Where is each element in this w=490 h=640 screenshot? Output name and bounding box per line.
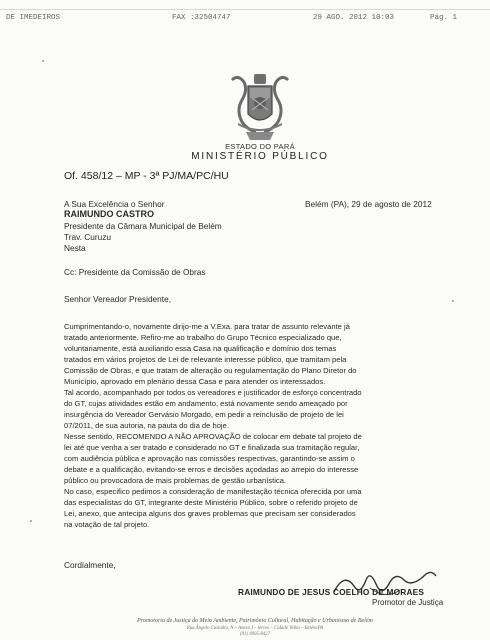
body-line: Comissão de Obras, e que tratam de alteração ou regulamentação do Plano Diretor do bbox=[64, 366, 357, 375]
body-line: tratado anteriormente. Refiro-me ao trabalho do Grupo Técnico especializado que, bbox=[64, 333, 342, 342]
body-line: No caso, especifico pedimos a consideração de manifestação técnica oferecida por uma bbox=[64, 487, 362, 496]
recipient-city: Nesta bbox=[64, 243, 86, 253]
footer-office: Promotoria de Justiça do Meio Ambiente, Patrimônio Cultural, Habitação e Urbanismo de Belém bbox=[137, 618, 373, 624]
body-line: na votação de tal projeto. bbox=[64, 520, 150, 529]
footer-address: Rua Ângelo Custódio, N – Anexo I – térreo – Cidade Velha – Belém/PA bbox=[186, 626, 324, 631]
body-line: Município, aprovado em plenário dessa Casa e para atender os interessados. bbox=[64, 377, 326, 386]
letter-reference: Of. 458/12 – MP - 3ª PJ/MA/PC/HU bbox=[64, 170, 229, 182]
salutation-to: A Sua Excelência o Senhor bbox=[64, 199, 165, 209]
recipient-name: RAIMUNDO CASTRO bbox=[64, 209, 154, 219]
signatory-title: Promotor de Justiça bbox=[372, 598, 444, 607]
body-line: das especialistas do GT, integrante deste Ministério Público, sobre o referido projeto de bbox=[64, 498, 358, 507]
recipient-address: Trav. Curuzu bbox=[64, 232, 112, 242]
body-line: Cumprimentando-o, novamente dirijo-me a V.Exa. para tratar de assunto relevante já bbox=[64, 322, 350, 331]
body-line: Lei, anexo, que antecipa alguns dos graves problemas que precisam ser considerados bbox=[64, 509, 356, 518]
body-line: lei até que venha a ser tratado e considerado no GT e finalizada sua tramitação regular, bbox=[64, 443, 360, 452]
body-line: voluntariamente, está auxiliando essa Casa na qualificação e domínio dos temas bbox=[64, 344, 337, 353]
scan-speck bbox=[42, 60, 44, 62]
greeting: Senhor Vereador Presidente, bbox=[64, 294, 172, 304]
body-line: insurgência do Vereador Gervásio Morgado, em pedir a reinclusão de projeto de lei bbox=[64, 410, 344, 419]
body-line: Nesse sentido, RECOMENDO A NÃO APROVAÇÃO de colocar em debate tal projeto de bbox=[64, 432, 362, 441]
body-line: 07/2011, de sua autoria, na pauta do dia de hoje. bbox=[64, 421, 229, 430]
scan-speck bbox=[452, 300, 454, 302]
closing: Cordialmente, bbox=[64, 560, 116, 570]
fax-date-time: 29 AGO. 2012 10:03 bbox=[313, 14, 395, 22]
body-line: Tal acordo, acompanhado por todos os vereadores e justificador de esforço concentrado bbox=[64, 388, 362, 397]
letterhead-state: ESTADO DO PARÁ bbox=[225, 142, 295, 151]
signatory-name: RAIMUNDO DE JESUS COELHO DE MORAES bbox=[238, 587, 425, 597]
coat-of-arms-icon bbox=[228, 70, 292, 142]
body-line: do GT, cujas atividades estão em andamento, está novamente sendo ameaçado por bbox=[64, 399, 348, 408]
body-line: tratados em vários projetos de Lei de relevante interesse público, que tramitam pela bbox=[64, 355, 347, 364]
footer-phone: (91) 4005-8427 bbox=[240, 632, 270, 637]
body-line: público ou provocadora de mais problemas de gestão urbanística. bbox=[64, 476, 287, 485]
place-date: Belém (PA), 29 de agosto de 2012 bbox=[305, 199, 432, 209]
letterhead-institution: MINISTÉRIO PÚBLICO bbox=[191, 151, 329, 162]
cc-line: Cc: Presidente da Comissão de Obras bbox=[64, 267, 206, 277]
recipient-role: Presidente da Câmara Municipal de Belém bbox=[64, 221, 222, 231]
fax-number: FAX :32504747 bbox=[172, 14, 231, 22]
fax-header bbox=[0, 9, 490, 22]
body-line: com audiência pública e aprovação nas comissões respectivas, garantindo-se assim o bbox=[64, 454, 355, 463]
body-line: debate e a qualificação, evitando-se erros e decisões açodadas ao arrepio do interesse bbox=[64, 465, 359, 474]
fax-sender: DE IMEDEIROS bbox=[6, 14, 61, 22]
scan-speck bbox=[30, 520, 32, 522]
fax-page: Pág. 1 bbox=[430, 14, 458, 22]
